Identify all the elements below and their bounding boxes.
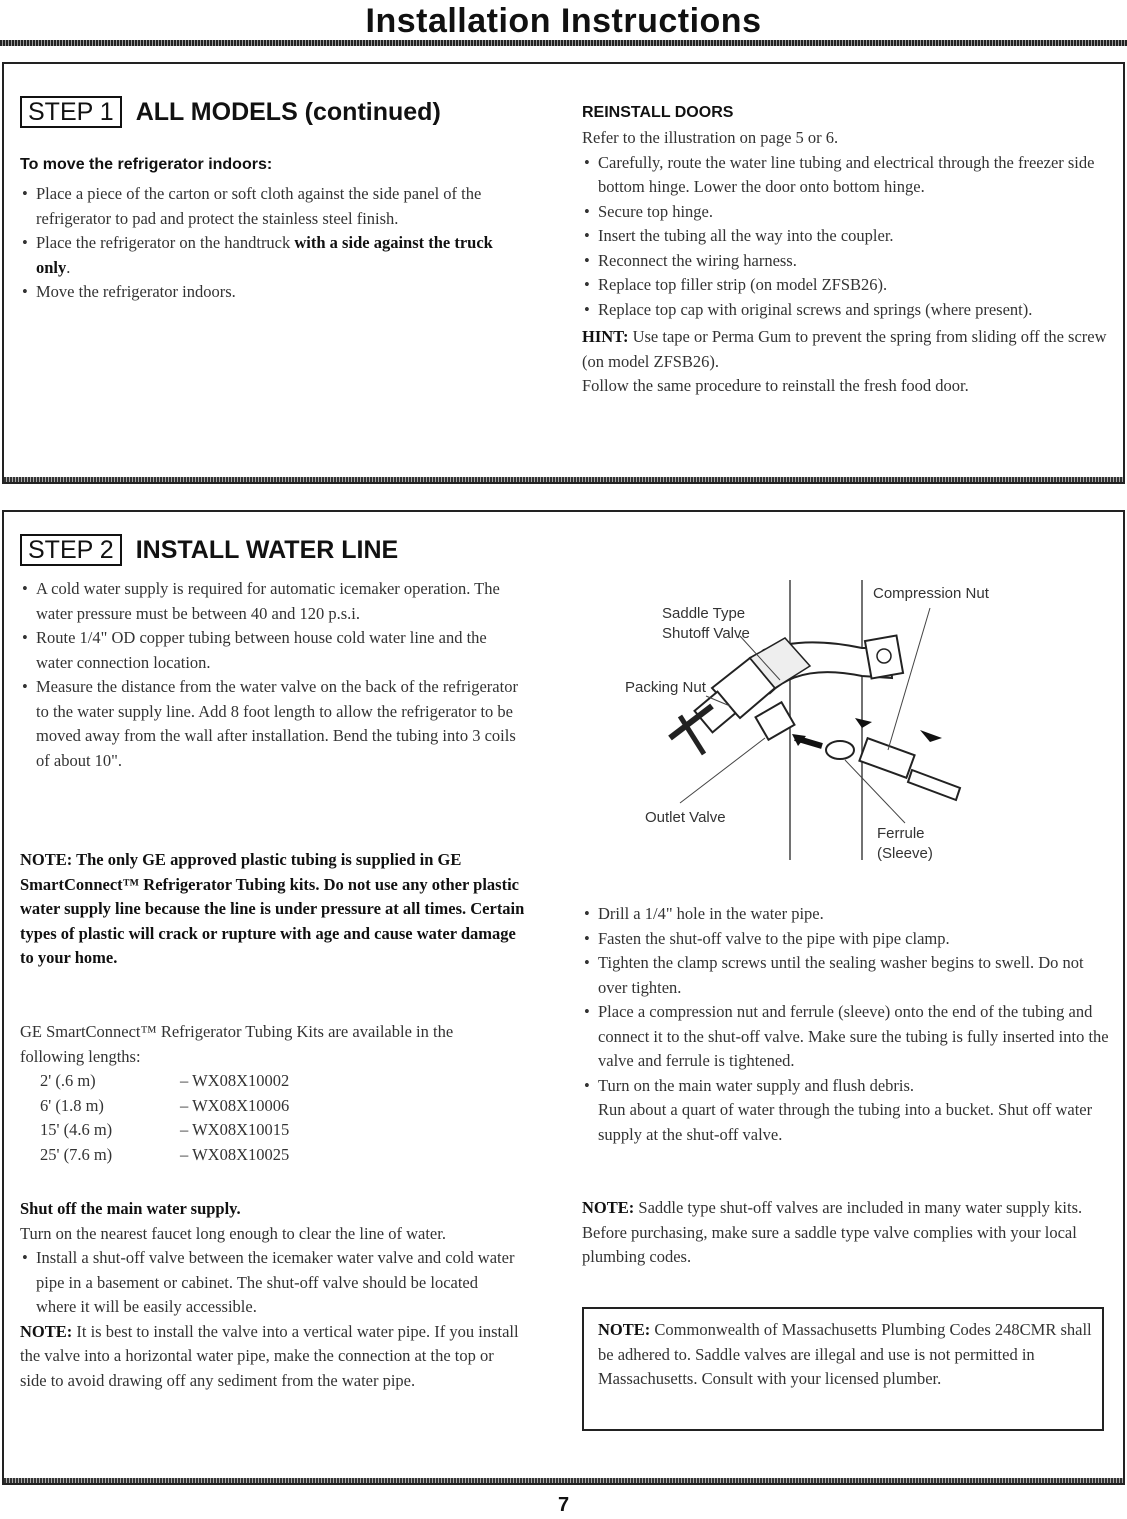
list-item: • Place a compression nut and ferrule (sleeve) onto the end of the tubing and connect it to the shut-off valve. Make sure the tubing is fully inserted into the valve and ferrule is tightened. (582, 1000, 1112, 1074)
hint-label: HINT: (582, 327, 629, 346)
hint-paragraph (582, 325, 1112, 374)
run-water-text: Run about a quart of water through the tubing into a bucket. Shut off water supply at the shut-off valve. (598, 1100, 1093, 1144)
arrow-icon (855, 718, 872, 728)
arrow-icon (920, 730, 942, 742)
kit-part: – WX08X10015 (180, 1120, 290, 1139)
kit-length: 2' (.6 m) (40, 1071, 96, 1090)
note-text: Commonwealth of Massachusetts Plumbing Codes 248CMR shall be adhered to. Saddle valves are illegal and use is not permitted in Massachusetts. Consult with your licensed plumber. (598, 1320, 1092, 1388)
list-item: • Tighten the clamp screws until the sealing washer begins to swell. Do not over tighten. (582, 951, 1112, 1000)
kits-table (40, 1069, 289, 1167)
step1-tag: STEP 1 (20, 96, 122, 128)
list-item-text: Move the refrigerator indoors. (36, 282, 236, 301)
list-item: • Reconnect the wiring harness. (582, 249, 1112, 274)
list-item: • Secure top hinge. (582, 200, 1112, 225)
list-item-text: Place a piece of the carton or soft cloth against the side panel of the refrigerator to pad and protect the stainless steel finish. (36, 184, 482, 228)
table-row (40, 1094, 289, 1119)
reinstall-doors-heading: REINSTALL DOORS (582, 104, 734, 121)
note-plastic-tubing: NOTE: The only GE approved plastic tubing is supplied in GE SmartConnect™ Refrigerator Tubing kits. Do not use any other plastic water supply line because the line is under pressure at all times. Certain types of plastic will crack or rupture with age and cause water damage to your home. (20, 850, 525, 967)
list-item: • Carefully, route the water line tubing and electrical through the freezer side bottom hinge. Lower the door onto bottom hinge. (582, 151, 1112, 200)
label-packing-nut: Packing Nut (625, 679, 706, 696)
saddle-valve-diagram (600, 578, 1000, 868)
step1-title: ALL MODELS (continued) (135, 98, 441, 126)
list-item: • Replace top cap with original screws and springs (where present). (582, 298, 1112, 323)
table-row (40, 1143, 289, 1168)
label-compression-nut: Compression Nut (873, 585, 989, 602)
kit-part: – WX08X10006 (180, 1095, 290, 1115)
leader-line (888, 608, 930, 750)
list-item (20, 280, 520, 305)
label-shutoff-valve: Shutoff Valve (662, 625, 750, 642)
shutoff-section (20, 1197, 520, 1393)
hint-text: Use tape or Perma Gum to prevent the spring from sliding off the screw (on model ZFSB26). (582, 327, 1107, 371)
note-vertical-pipe (20, 1320, 520, 1394)
note-label: NOTE: (20, 1321, 73, 1341)
list-item: • Install a shut-off valve between the icemaker water valve and cold water pipe in a basement or cabinet. The shut-off valve should be located where it will be easily accessible. (20, 1246, 520, 1320)
page-number: 7 (557, 1494, 570, 1516)
outlet-valve (756, 702, 795, 740)
kit-part: – WX08X10025 (180, 1144, 290, 1164)
list-item: • Insert the tubing all the way into the coupler. (582, 224, 1112, 249)
list-item-text: Place the refrigerator on the handtruck (36, 233, 295, 252)
list-item-text: . (66, 257, 71, 277)
compression-nut (859, 738, 914, 778)
list-item-bold: with a side against the truck only (36, 233, 493, 277)
list-item (20, 231, 520, 280)
kit-length: 15' (4.6 m) (40, 1120, 113, 1139)
reinstall-intro: Refer to the illustration on page 5 or 6. (582, 128, 839, 147)
ferrule-sleeve (826, 741, 854, 759)
page-title: Installation Instructions (365, 2, 762, 40)
label-ferrule: Ferrule (877, 825, 925, 842)
title-rule (0, 40, 1127, 46)
step1-heading (20, 98, 441, 127)
massachusetts-note-box (582, 1307, 1104, 1431)
note-text: It is best to install the valve into a vertical water pipe. If you install the valve into a horizontal water pipe, make the connection at the top or side to avoid drawing off any sediment from the water pipe. (20, 1321, 519, 1390)
list-item: • Replace top filler strip (on model ZFSB26). (582, 273, 1112, 298)
kit-length: 25' (7.6 m) (40, 1144, 113, 1164)
step1-bottom-rule (4, 477, 1123, 482)
install-steps-list (582, 902, 1112, 1147)
step2-bottom-rule (4, 1478, 1123, 1483)
kit-part: – WX08X10002 (180, 1071, 290, 1090)
list-item: • A cold water supply is required for automatic icemaker operation. The water pressure must be between 40 and 120 p.s.i. (20, 577, 520, 626)
move-indoors-list (20, 182, 520, 305)
follow-text: Follow the same procedure to reinstall the fresh food door. (582, 376, 969, 395)
note-label: NOTE: (582, 1198, 635, 1217)
shutoff-heading: Shut off the main water supply. (20, 1199, 241, 1218)
kits-intro: GE SmartConnect™ Refrigerator Tubing Kits are available in the following lengths: (20, 1022, 454, 1066)
tubing-kits (20, 1020, 520, 1167)
water-line-list (20, 577, 520, 773)
kit-length: 6' (1.8 m) (40, 1095, 104, 1115)
list-item: • Turn on the main water supply and flush debris. (582, 1074, 1112, 1099)
label-saddle-type: Saddle Type (662, 605, 746, 622)
note-label: NOTE: (598, 1320, 651, 1339)
table-row (40, 1118, 289, 1143)
shutoff-text: Turn on the nearest faucet long enough to clear the line of water. (20, 1223, 446, 1243)
step2-heading (20, 536, 398, 565)
table-row (40, 1069, 289, 1094)
move-indoors-heading: To move the refrigerator indoors: (20, 156, 273, 173)
label-sleeve: (Sleeve) (877, 845, 933, 862)
step2-title: INSTALL WATER LINE (135, 536, 399, 564)
leader-line (680, 738, 765, 803)
list-item (20, 182, 520, 231)
list-item: • Measure the distance from the water valve on the back of the refrigerator to the water supply line. Add 8 foot length to allow the refrigerator to be moved away from the wall after installation. Bend the tubing into 3 coils of about 10". (20, 675, 520, 773)
reinstall-list (582, 151, 1112, 323)
list-item: • Fasten the shut-off valve to the pipe with pipe clamp. (582, 927, 1112, 952)
list-item: • Route 1/4" OD copper tubing between house cold water line and the water connection location. (20, 626, 520, 675)
note-saddle-valves (582, 1196, 1112, 1270)
reinstall-doors-body (582, 126, 1112, 399)
list-item: • Drill a 1/4" hole in the water pipe. (582, 902, 1112, 927)
step2-tag: STEP 2 (20, 534, 122, 566)
label-outlet-valve: Outlet Valve (645, 809, 726, 826)
note-text: Saddle type shut-off valves are included in many water supply kits. Before purchasing, make sure a saddle type valve complies with your local plumbing codes. (582, 1198, 1083, 1266)
copper-tubing (908, 770, 960, 800)
clamp-screw-icon (877, 649, 891, 663)
